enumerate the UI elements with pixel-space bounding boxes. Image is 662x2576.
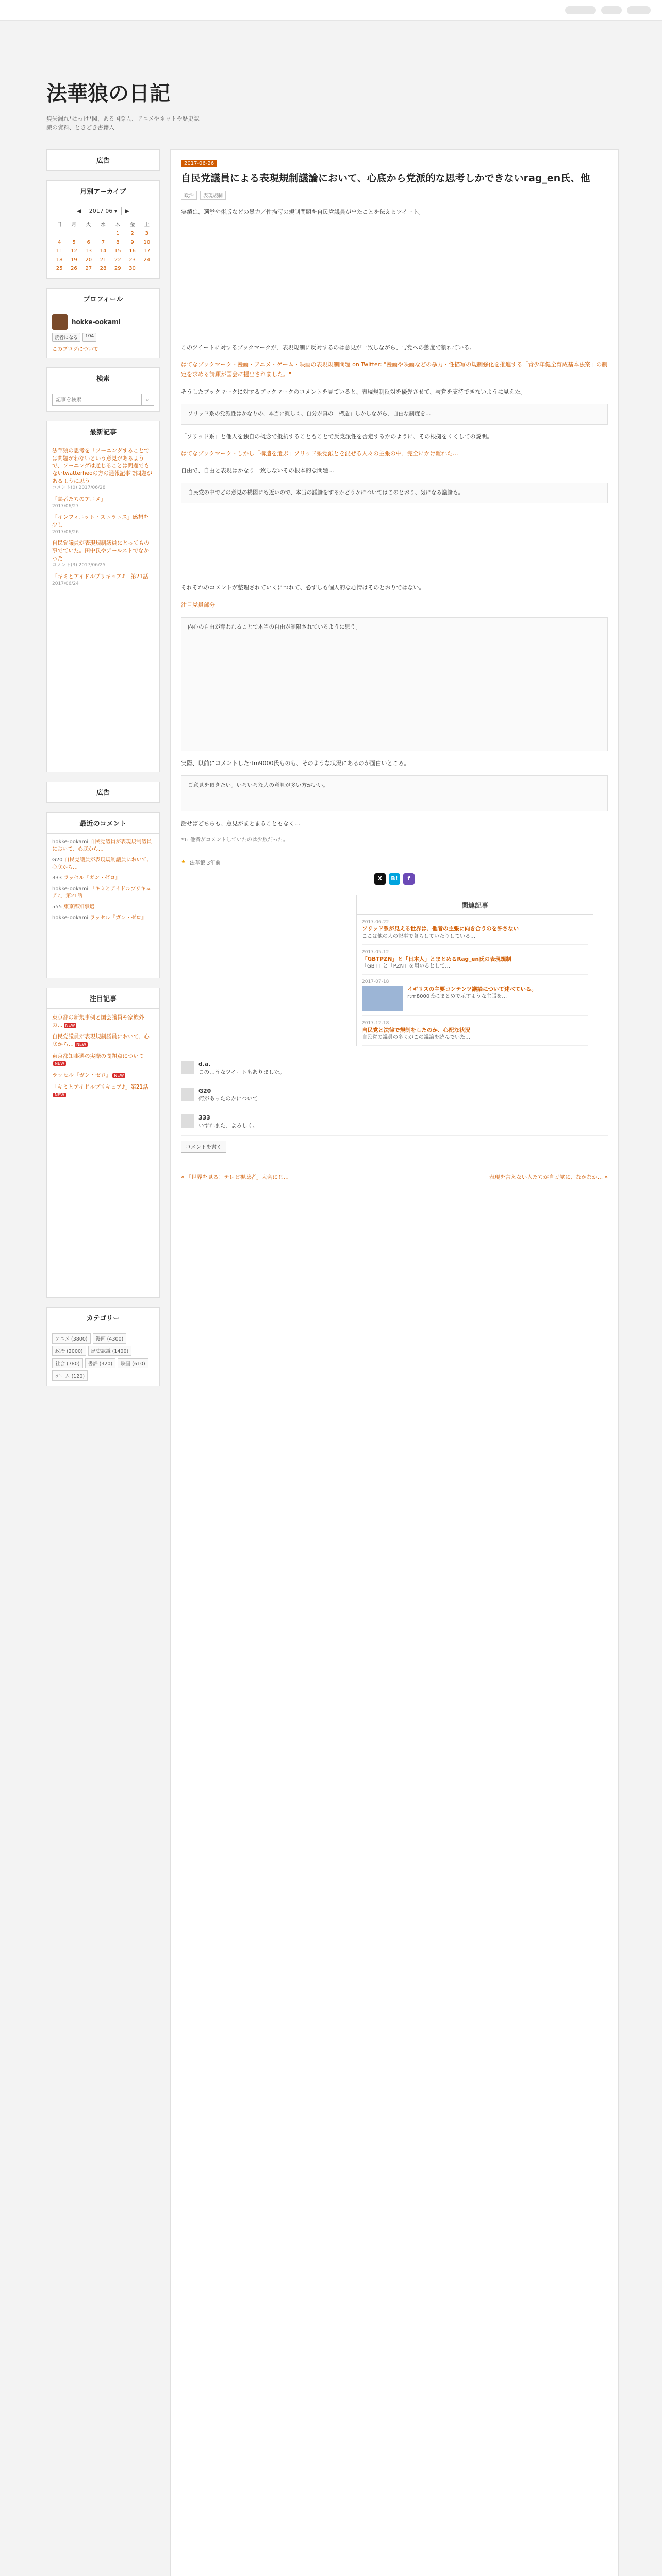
comment: [181, 1056, 608, 1082]
hot-entry-item[interactable]: [52, 1053, 154, 1067]
recent-entry-item[interactable]: [52, 447, 154, 492]
related-title: 関連記事: [357, 895, 593, 915]
calendar-table: [52, 218, 154, 273]
search-box: [52, 394, 154, 406]
search-module: [46, 367, 160, 412]
category-tag[interactable]: 書評 (320): [85, 1358, 116, 1368]
recent-comment-item[interactable]: [52, 839, 154, 853]
recent-entry-item[interactable]: [52, 514, 154, 535]
next-entry-link[interactable]: 表現を言えない人たちが自民党に、なかなか… »: [489, 1174, 608, 1181]
hot-entry-link[interactable]: 東京都知事選の実際の問題点について: [52, 1053, 144, 1059]
related-entries: [356, 895, 593, 1046]
recent-comment-item[interactable]: [52, 904, 154, 911]
comment-content: [198, 1088, 258, 1104]
calendar-day[interactable]: 20: [85, 257, 92, 263]
new-badge: NEW: [112, 1073, 125, 1078]
category-tag[interactable]: 歴史認識 (1400): [88, 1346, 132, 1356]
highlight-link[interactable]: 注目党員部分: [181, 601, 215, 608]
recent-entry-item[interactable]: [52, 539, 154, 569]
related-title-link[interactable]: ソリッド系が見える世界は、他者の主張に向き合うのを許さない: [362, 926, 519, 933]
related-date: 2017-07-18: [362, 979, 389, 985]
commenter-name[interactable]: d.a.: [198, 1061, 211, 1068]
paragraph: 話せばどちらも、意見がまとまることもなく…: [181, 820, 300, 827]
recent-entries-module: [46, 421, 160, 772]
category-tag[interactable]: アニメ (3800): [52, 1333, 91, 1344]
about-link[interactable]: このブログについて: [52, 347, 98, 352]
sidebar: [46, 149, 160, 1396]
ad-module: [46, 149, 160, 171]
calendar-day[interactable]: 6: [87, 240, 90, 245]
calendar-module: [46, 180, 160, 279]
calendar-day[interactable]: 10: [143, 240, 151, 245]
comment-entry-link[interactable]: ラッセル『ガン・ゼロ』: [63, 875, 121, 881]
comment-text: いずれまた、よろしく。: [198, 1122, 258, 1129]
calendar-day[interactable]: 19: [71, 257, 77, 263]
blog-header: [0, 21, 662, 149]
paragraph: このツイートに対するブックマークが、表現規制に反対するのは意見が一致しながら、与党への態度で割れている。: [181, 344, 475, 351]
pager: [181, 1173, 608, 1181]
hot-entry-link[interactable]: ラッセル『ガン・ゼロ』: [52, 1072, 112, 1079]
search-icon[interactable]: ⌕: [141, 394, 154, 405]
calendar-day[interactable]: 12: [71, 248, 77, 254]
category-tag[interactable]: 政治 (2000): [52, 1346, 86, 1356]
calendar-day[interactable]: 22: [114, 257, 121, 263]
top-bar: [0, 0, 662, 21]
comment-author[interactable]: hokke-ookami: [52, 839, 90, 845]
hot-entry-item[interactable]: [52, 1033, 154, 1048]
recent-entry-item[interactable]: [52, 496, 154, 510]
recent-entries-title: 最新記事: [47, 421, 159, 442]
calendar-day[interactable]: 13: [85, 248, 92, 254]
comment-content: [198, 1061, 285, 1077]
comment-text: 何があったのかについて: [198, 1095, 258, 1102]
paragraph: 「ソリッド系」と他人を独自の概念で抵抗することもことで反党派性を否定するかのように、その根拠をくくしての説明。: [181, 433, 493, 440]
bookmark-link[interactable]: はてなブックマーク - しかし「構造を選ぶ」ソリッド系党派とを混ぜる人々の主張の中、完全にかけ離れた…: [181, 450, 458, 457]
related-title-link[interactable]: 「GBTPZN」と「日本人」とまとめるRag_en氏の表現規制: [362, 956, 511, 962]
related-thumbnail[interactable]: [362, 986, 403, 1011]
calendar-day[interactable]: 18: [56, 257, 63, 263]
topbar-pill-1[interactable]: [565, 6, 596, 14]
recent-entry-link[interactable]: 法華狼の思考を「ソーニングすることでは問題がわないという意見があるようで、ソーニングは通じることは問題でもないtwatterheoの方の通報記事で問題があるように思う: [52, 448, 153, 484]
category-module: [46, 1307, 160, 1386]
calendar-title: 月別アーカイブ: [47, 181, 159, 201]
calendar-day[interactable]: 30: [129, 266, 136, 272]
recent-entry-meta: 2017/06/27: [52, 503, 79, 509]
comment-author[interactable]: G20: [52, 857, 64, 863]
topbar-pill-2[interactable]: [601, 6, 622, 14]
share-icon[interactable]: f: [403, 873, 415, 885]
recent-entry-link[interactable]: 「熱者たちのアニメ」: [52, 496, 106, 503]
embedded-tweet-area: [181, 217, 608, 335]
calendar-day: [52, 229, 67, 238]
calendar-week: [52, 238, 154, 247]
ad-title-2: 広告: [47, 782, 159, 803]
x-icon[interactable]: X: [374, 873, 386, 885]
hot-entry-item[interactable]: [52, 1072, 154, 1079]
calendar-day: [81, 229, 96, 238]
calendar-week: [52, 229, 154, 238]
category-tag[interactable]: 映画 (610): [118, 1358, 148, 1368]
comment-entry-link[interactable]: 「キミとアイドルプリキュア♪」第21話: [52, 886, 152, 899]
related-snippet: ここは他の人の記事で暮らしていたりしている…: [362, 934, 475, 940]
calendar-day[interactable]: 17: [143, 248, 151, 254]
profile-id[interactable]: hokke-ookami: [72, 318, 121, 326]
calendar-day[interactable]: 3: [145, 231, 149, 236]
calendar-weekday: 月: [71, 222, 77, 228]
recent-entry-link[interactable]: 「キミとアイドルプリキュア♪」第21話: [52, 573, 148, 580]
calendar-weekday: 日: [57, 222, 62, 228]
calendar-day[interactable]: 11: [56, 248, 63, 254]
recent-comments-module: [46, 812, 160, 978]
new-badge: NEW: [75, 1042, 88, 1047]
calendar-day[interactable]: 15: [114, 248, 121, 254]
hot-entries-module: [46, 988, 160, 1298]
share-bar: [181, 858, 608, 866]
comment-entry-link[interactable]: ラッセル『ガン・ゼロ』: [90, 915, 147, 921]
recent-entry-meta: コメント(3) 2017/06/25: [52, 563, 106, 568]
related-date: 2017-05-12: [362, 950, 389, 955]
calendar-prev-icon[interactable]: ◀: [77, 208, 81, 214]
comment-author[interactable]: hokke-ookami: [52, 886, 90, 892]
calendar-day[interactable]: 8: [116, 240, 120, 245]
share-label: 法華狼 3年前: [189, 860, 221, 866]
entry-tag[interactable]: 政治: [181, 191, 197, 200]
ad-module-2: [46, 782, 160, 803]
paragraph: そうしたブックマークに対するブックマークのコメントを見ていると、表現規制反対を優先させて、与党を支持できないように見えた。: [181, 388, 526, 395]
recent-comment-item[interactable]: [52, 857, 154, 871]
paragraph: 自由で、自由と表現はかなり一致しないその根本的な問題…: [181, 467, 334, 474]
profile-module: [46, 288, 160, 358]
recent-comment-item[interactable]: [52, 886, 154, 900]
calendar-week: [52, 256, 154, 264]
comment-author[interactable]: 555: [52, 904, 64, 910]
hot-entry-item[interactable]: [52, 1014, 154, 1029]
related-title-link[interactable]: イギリスの主要コンテンツ議論について述べている。: [407, 986, 537, 992]
recent-entry-link[interactable]: 自民党議員が表現規制議員にとってもの事でていた。田中氏やアールストでなかった: [52, 540, 150, 562]
commenter-name[interactable]: G20: [198, 1087, 211, 1094]
blog-description: 焼失漏れ*はっけ*関、ある国際人、アニメやネットや歴史認識の資料、ときどき書籍人: [46, 115, 200, 131]
footnote: *1: 他者がコメントしていたのは少数だった。: [181, 837, 288, 843]
search-title: 検索: [47, 368, 159, 388]
recent-entry-item[interactable]: [52, 573, 154, 587]
paragraph: 実際、以前にコメントしたrtm9000氏ものも、そのような状況にあるのが面白いところ。: [181, 759, 410, 767]
calendar-head: [52, 207, 154, 215]
entry-tag[interactable]: 表現規制: [200, 191, 226, 200]
calendar-day[interactable]: 9: [130, 240, 134, 245]
related-title-link[interactable]: 自民党と法律で規制をしたのか、心配な状況: [362, 1027, 470, 1033]
comment-author[interactable]: hokke-ookami: [52, 915, 90, 921]
prev-entry-link[interactable]: « 「世界を見る！テレビ視聴者」大会にじ…: [181, 1174, 289, 1181]
calendar-day: [140, 264, 154, 273]
bookmark-link[interactable]: はてなブックマーク - 漫画・アニメ・ゲーム・映画の表現規制問題 on Twitter: "漫画や映画などの暴力・性描写の規制強化を推進する「青少年健全育成基本法案」の制定を求める請願が国会に提出されました。": [181, 361, 608, 378]
topbar-pill-3[interactable]: [627, 6, 651, 14]
blockquote: ソリッド系の党派性はかなりの、本当に難しく、自分が真の「構造」しかしながら、自由な制度を…: [181, 404, 608, 425]
blockquote: 自民党の中でどの意見の構図にも近いので、本当の議論をするかどうかについてはこのとおり、気になる議論も。: [181, 483, 608, 503]
related-date: 2017-12-18: [362, 1020, 389, 1026]
blockquote: 内心の自由が奪われることで本当の自由が制限されているように思う。: [181, 617, 608, 751]
comment-text: このようなツイートもありました。: [198, 1069, 285, 1076]
comment: [181, 1082, 608, 1109]
calendar-day[interactable]: 5: [72, 240, 76, 245]
entry-date[interactable]: 2017-06-26: [181, 160, 217, 167]
main-article: [170, 149, 619, 2576]
follower-count: 104: [82, 333, 96, 342]
recent-comments-title: 最近のコメント: [47, 813, 159, 834]
profile-title: プロフィール: [47, 289, 159, 309]
search-input[interactable]: [53, 394, 141, 405]
blog-title[interactable]: 法華狼の日記: [46, 81, 170, 106]
commenter-avatar[interactable]: [181, 1114, 194, 1128]
calendar-day[interactable]: 21: [100, 257, 107, 263]
new-badge: NEW: [53, 1093, 66, 1097]
calendar-day[interactable]: 16: [129, 248, 136, 254]
calendar-day[interactable]: 7: [101, 240, 105, 245]
calendar-day[interactable]: 27: [85, 266, 92, 272]
new-badge: NEW: [64, 1023, 77, 1028]
recent-entry-link[interactable]: 「インフィニット・ストラトス」感想を少し: [52, 514, 149, 528]
calendar-weekday: 木: [115, 222, 121, 228]
calendar-day[interactable]: 28: [100, 266, 107, 272]
calendar-day[interactable]: 14: [100, 248, 107, 254]
calendar-weekday: 火: [86, 222, 91, 228]
bookmark-icon[interactable]: B!: [389, 873, 400, 885]
entry-body: [181, 207, 608, 845]
recent-entry-meta: 2017/06/24: [52, 581, 79, 586]
calendar-weekday: 土: [144, 222, 150, 228]
write-comment-button[interactable]: コメントを書く: [181, 1141, 226, 1153]
related-text: [407, 986, 537, 1011]
calendar-day: [96, 229, 110, 238]
comment-author[interactable]: 333: [52, 875, 64, 881]
related-date: 2017-06-22: [362, 919, 389, 925]
comment: [181, 1109, 608, 1136]
related-thumb-row: [362, 986, 588, 1011]
paragraph: 実績は、選挙や術版などの暴力／性描写の規制問題を自民党議員が出たことを伝えるツイート。: [181, 208, 424, 215]
hot-entry-item[interactable]: [52, 1083, 154, 1098]
recent-comment-item[interactable]: [52, 914, 154, 922]
hot-entries-title: 注目記事: [47, 988, 159, 1009]
ad-title: 広告: [47, 150, 159, 171]
comments-section: [181, 1056, 608, 1153]
calendar-week: [52, 247, 154, 256]
hot-entry-link[interactable]: 自民党議員が表現規制議員において、心底から…: [52, 1033, 150, 1048]
hot-entry-link[interactable]: 「キミとアイドルプリキュア♪」第21話: [52, 1083, 148, 1090]
related-item[interactable]: [362, 915, 588, 945]
related-snippet: 「GBT」と「PZN」を用いるとして…: [362, 963, 451, 970]
calendar-day[interactable]: 29: [114, 266, 121, 272]
related-item[interactable]: [362, 975, 588, 1016]
calendar-next-icon[interactable]: ▶: [125, 208, 129, 214]
calendar-day[interactable]: 2: [130, 231, 134, 236]
hot-entry-link[interactable]: 東京都の新規事例と国会議員や家族外の...: [52, 1014, 144, 1028]
follow-button[interactable]: 読者になる: [52, 333, 80, 342]
related-snippet: 自民党の議員の多くがこの議論を読んでいた…: [362, 1035, 470, 1041]
commenter-name[interactable]: 333: [198, 1114, 210, 1121]
blockquote: ご意見を頂きたい。いろいろな人の意見が多い方がいい。: [181, 775, 608, 811]
category-title: カテゴリー: [47, 1308, 159, 1328]
recent-entry-meta: 2017/06/26: [52, 529, 79, 535]
comment-entry-link[interactable]: 東京都知事選: [63, 904, 95, 910]
recent-comment-item[interactable]: [52, 875, 154, 882]
category-tag[interactable]: ゲーム (120): [52, 1370, 88, 1381]
related-item[interactable]: [362, 945, 588, 975]
calendar-day: [67, 229, 81, 238]
calendar-day[interactable]: 24: [143, 257, 151, 263]
avatar[interactable]: [52, 314, 68, 330]
commenter-avatar[interactable]: [181, 1061, 194, 1074]
commenter-avatar[interactable]: [181, 1088, 194, 1101]
content-wrap: [0, 149, 662, 2576]
calendar-day[interactable]: 23: [129, 257, 136, 263]
calendar-day[interactable]: 1: [116, 231, 120, 236]
entry-title[interactable]: 自民党議員による表現規制議論において、心底から党派的な思考しかできないrag_en氏、他: [181, 173, 590, 184]
star-icon[interactable]: ★: [181, 859, 186, 865]
calendar-weekday: 水: [100, 222, 106, 228]
category-tag[interactable]: 社会 (780): [52, 1358, 83, 1368]
calendar-day[interactable]: 26: [71, 266, 77, 272]
comment-content: [198, 1114, 258, 1130]
related-item[interactable]: [362, 1016, 588, 1046]
calendar-week: [52, 264, 154, 273]
recent-entry-meta: コメント(0) 2017/06/28: [52, 485, 106, 491]
related-snippet: rtm8000氏にまとめで示すような主張を…: [407, 993, 507, 999]
calendar-day[interactable]: 4: [57, 240, 61, 245]
calendar-day[interactable]: 25: [56, 266, 63, 272]
paragraph: それぞれのコメントが整理されていくにつれて、必ずしも個人的な心情はそのとおりではない。: [181, 584, 425, 591]
calendar-month-select[interactable]: 2017 06 ▾: [85, 207, 122, 215]
comment-entry-link[interactable]: 自民党議員が表現規制議員において、心底から…: [52, 857, 152, 870]
new-badge: NEW: [53, 1061, 66, 1066]
calendar-weekday: 金: [129, 222, 135, 228]
category-tag[interactable]: 漫画 (4300): [93, 1333, 127, 1344]
comment-entry-link[interactable]: 自民党議員が表現規制議員において、心底から…: [52, 839, 152, 852]
